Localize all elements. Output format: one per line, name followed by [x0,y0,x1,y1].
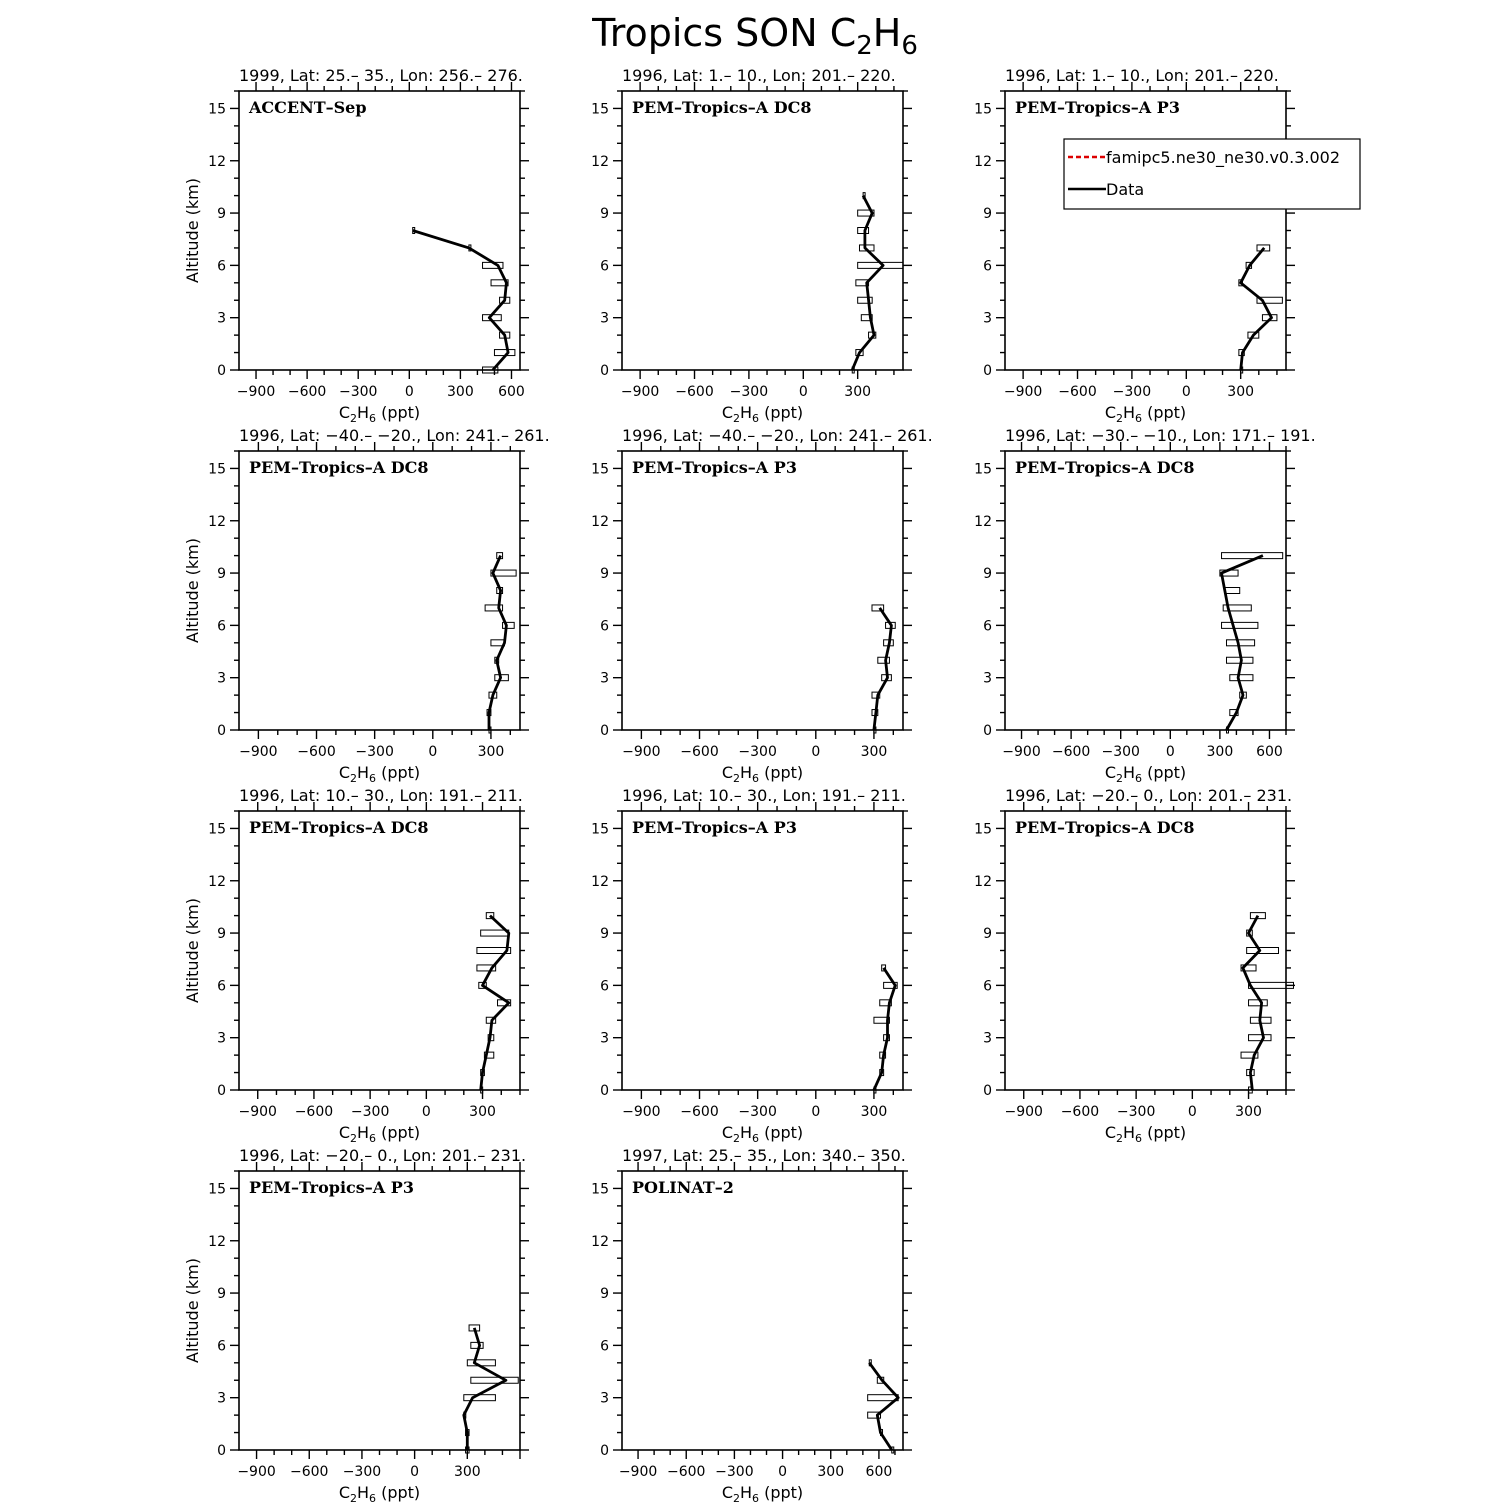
campaign-label: PEM–Tropics–A DC8 [632,98,812,117]
y-axis-label: Altitude (km) [183,898,202,1003]
x-tick-label: −900 [238,1104,277,1120]
panel [591,786,912,1145]
y-tick-label: 0 [600,363,609,379]
x-tick-label: 300 [447,384,474,400]
panel [591,66,912,425]
panel-title: 1996, Lat: 1.– 10., Lon: 201.– 220. [1005,66,1279,85]
plot-frame [239,451,520,730]
x-tick-label: −300 [1112,384,1152,400]
plot-frame [239,1171,520,1450]
panel [183,426,550,785]
y-tick-label: 0 [600,1443,609,1459]
plot-frame [1005,811,1286,1090]
campaign-label: PEM–Tropics–A DC8 [1015,818,1195,837]
y-tick-label: 15 [974,101,992,118]
y-tick-label: 12 [974,153,992,170]
x-tick-label: −600 [1051,744,1091,760]
data-line [874,608,892,730]
x-tick-label: −900 [622,1104,661,1120]
x-tick-label: −900 [618,1464,658,1480]
x-tick-label: 0 [1181,384,1191,400]
x-tick-label: −900 [239,744,278,760]
x-tick-label: −900 [1004,1104,1043,1120]
data-line [874,968,895,1090]
y-tick-label: 3 [600,670,609,687]
campaign-label: PEM–Tropics–A DC8 [249,458,429,477]
data-line [413,231,508,371]
x-tick-label: 600 [1256,744,1283,760]
y-tick-label: 6 [600,978,609,995]
y-tick-label: 0 [600,723,609,739]
x-tick-label: −900 [622,744,661,760]
data-line [1243,916,1264,1090]
y-tick-label: 0 [600,1083,609,1099]
panel-title: 1996, Lat: −30.– −10., Lon: 171.– 191. [1005,426,1316,445]
y-tick-label: 3 [217,670,226,687]
y-tick-label: 12 [591,1233,609,1250]
plot-frame [1005,91,1286,370]
data-line [464,1328,506,1450]
y-tick-label: 9 [983,566,992,583]
campaign-label: PEM–Tropics–A P3 [632,458,797,477]
x-tick-label: 300 [860,744,888,760]
panel-title: 1996, Lat: −40.– −20., Lon: 241.– 261. [239,426,550,445]
data-range-bar [1230,675,1253,681]
panel [183,1146,529,1505]
panel-title: 1996, Lat: 1.– 10., Lon: 201.– 220. [622,66,896,85]
data-range-bar [1247,948,1279,954]
x-tick-label: −600 [294,1104,334,1120]
x-tick-label: 300 [477,744,505,760]
campaign-label: ACCENT–Sep [249,98,367,117]
x-tick-label: 0 [811,1104,821,1120]
data-line [489,556,506,730]
y-tick-label: 0 [983,723,992,739]
x-tick-label: 300 [453,1464,481,1480]
data-line [852,196,883,370]
x-tick-label: 300 [469,1104,496,1120]
x-axis-label: $C_2H_6$ (ppt) [338,1483,421,1505]
y-tick-label: 12 [591,513,609,530]
x-tick-label: 0 [410,1464,420,1480]
x-axis-label: $C_2H_6$ (ppt) [1104,763,1187,785]
y-tick-label: 0 [217,1083,226,1099]
x-tick-label: 300 [1235,1104,1262,1120]
y-tick-label: 9 [600,926,609,943]
x-tick-label: −600 [680,1104,719,1120]
data-range-bar [1222,622,1258,628]
x-tick-label: −300 [350,1104,390,1120]
x-tick-label: 0 [798,384,808,400]
y-tick-label: 6 [983,978,992,995]
x-tick-label: −900 [236,384,276,400]
data-line [869,1363,898,1450]
y-tick-label: 3 [217,1390,226,1407]
x-tick-label: −300 [355,744,394,760]
x-tick-label: −300 [715,1464,754,1480]
x-tick-label: −600 [667,1464,706,1480]
legend-data-label: Data [1106,180,1145,199]
panel [974,786,1295,1145]
y-axis-label: Altitude (km) [183,538,202,643]
x-tick-label: −300 [1116,1104,1156,1120]
data-range-bar [878,657,890,663]
y-tick-label: 3 [600,1390,609,1407]
y-tick-label: 9 [983,926,992,943]
y-tick-label: 6 [600,1338,609,1355]
y-tick-label: 9 [217,206,226,223]
x-axis-label: $C_2H_6$ (ppt) [721,403,804,425]
x-tick-label: −600 [287,384,327,400]
campaign-label: PEM–Tropics–A P3 [249,1178,414,1197]
y-tick-label: 3 [217,1030,226,1047]
data-range-bar [467,1360,495,1366]
x-axis-label: $C_2H_6$ (ppt) [721,763,804,785]
panel-title: 1996, Lat: −20.– 0., Lon: 201.– 231. [1005,786,1293,805]
data-range-bar [471,1377,518,1383]
panel-title: 1996, Lat: −20.– 0., Lon: 201.– 231. [239,1146,527,1165]
y-tick-label: 12 [591,873,609,890]
data-range-bar [1249,1035,1271,1041]
y-tick-label: 6 [600,258,609,275]
panel [591,1146,912,1505]
y-tick-label: 6 [217,618,226,635]
y-tick-label: 9 [217,1286,226,1303]
legend-model-label: famipc5.ne30_ne30.v0.3.002 [1106,148,1340,167]
plot-frame [622,451,903,730]
y-tick-label: 12 [591,153,609,170]
y-tick-label: 3 [600,310,609,327]
x-axis-label: $C_2H_6$ (ppt) [338,403,421,425]
panel [974,66,1295,425]
x-tick-label: 300 [1206,744,1234,760]
plot-frame [622,91,903,370]
panel-title: 1997, Lat: 25.– 35., Lon: 340.– 350. [622,1146,906,1165]
x-tick-label: −600 [675,384,714,400]
plot-frame [239,91,520,370]
y-tick-label: 15 [208,1181,226,1198]
y-tick-label: 15 [591,461,609,478]
y-tick-label: 3 [217,310,226,327]
x-tick-label: −300 [738,1104,777,1120]
x-tick-label: −900 [1002,744,1041,760]
y-tick-label: 6 [217,258,226,275]
y-tick-label: 12 [974,873,992,890]
y-tick-label: 0 [217,1443,226,1459]
data-range-bar [1225,588,1240,594]
x-tick-label: −600 [1060,1104,1100,1120]
x-axis-label: $C_2H_6$ (ppt) [1104,1123,1187,1145]
x-tick-label: −300 [1101,744,1140,760]
y-tick-label: 3 [983,1030,992,1047]
x-tick-label: 0 [811,744,821,760]
x-tick-label: 300 [1227,384,1255,400]
x-tick-label: −600 [290,1464,329,1480]
y-axis-label: Altitude (km) [183,1258,202,1363]
y-tick-label: 15 [208,461,226,478]
panel-title: 1999, Lat: 25.– 35., Lon: 256.– 276. [239,66,523,85]
x-tick-label: −900 [1003,384,1043,400]
panel [183,66,529,425]
x-tick-label: −900 [237,1464,276,1480]
y-axis-label: Altitude (km) [183,178,202,283]
x-tick-label: 300 [844,384,872,400]
x-tick-label: 300 [817,1464,845,1480]
y-tick-label: 15 [974,821,992,838]
data-range-bar [1222,553,1283,559]
x-axis-label: $C_2H_6$ (ppt) [338,1123,421,1145]
y-tick-label: 3 [600,1030,609,1047]
x-tick-label: 0 [1165,744,1175,760]
y-tick-label: 15 [591,1181,609,1198]
y-tick-label: 3 [983,670,992,687]
y-tick-label: 6 [217,1338,226,1355]
x-tick-label: −300 [338,384,378,400]
data-range-bar [1226,640,1254,646]
y-tick-label: 9 [600,1286,609,1303]
x-tick-label: −300 [342,1464,382,1480]
x-tick-label: 0 [428,744,438,760]
y-tick-label: 12 [208,153,226,170]
data-range-bar [1249,1000,1268,1006]
x-axis-label: $C_2H_6$ (ppt) [721,1483,804,1505]
panel-title: 1996, Lat: −40.– −20., Lon: 241.– 261. [622,426,933,445]
y-tick-label: 6 [217,978,226,995]
panel [183,786,529,1145]
panel [591,426,933,785]
y-tick-label: 15 [208,101,226,118]
panel [974,426,1316,785]
y-tick-label: 12 [208,873,226,890]
x-tick-label: −600 [680,744,719,760]
x-tick-label: 0 [778,1464,788,1480]
x-tick-label: 0 [421,1104,431,1120]
y-tick-label: 6 [983,258,992,275]
campaign-label: PEM–Tropics–A P3 [1015,98,1180,117]
x-tick-label: −900 [620,384,660,400]
y-tick-label: 0 [983,363,992,379]
x-tick-label: 0 [1187,1104,1197,1120]
x-tick-label: −600 [1058,384,1097,400]
y-tick-label: 6 [983,618,992,635]
x-tick-label: 600 [498,384,525,400]
campaign-label: PEM–Tropics–A DC8 [1015,458,1195,477]
data-line [1222,556,1263,730]
x-tick-label: −300 [738,744,777,760]
x-axis-label: $C_2H_6$ (ppt) [338,763,421,785]
y-tick-label: 9 [217,566,226,583]
y-tick-label: 9 [217,926,226,943]
y-tick-label: 12 [208,513,226,530]
figure-title: Tropics SON $C_2H_6$ [592,11,918,61]
legend [1064,139,1360,209]
y-tick-label: 15 [591,101,609,118]
x-tick-label: −300 [729,384,769,400]
data-line [1241,248,1272,370]
y-tick-label: 0 [217,363,226,379]
y-tick-label: 0 [217,723,226,739]
y-tick-label: 9 [983,206,992,223]
campaign-label: PEM–Tropics–A DC8 [249,818,429,837]
plot-frame [622,811,903,1090]
y-tick-label: 3 [983,310,992,327]
y-tick-label: 6 [600,618,609,635]
x-tick-label: 600 [865,1464,893,1480]
data-range-bar [471,1342,483,1348]
panel-title: 1996, Lat: 10.– 30., Lon: 191.– 211. [239,786,523,805]
y-tick-label: 15 [208,821,226,838]
y-tick-label: 15 [974,461,992,478]
panel-title: 1996, Lat: 10.– 30., Lon: 191.– 211. [622,786,906,805]
campaign-label: POLINAT–2 [632,1178,734,1197]
y-tick-label: 15 [591,821,609,838]
x-tick-label: 300 [860,1104,888,1120]
plot-frame [1005,451,1286,730]
plot-frame [239,811,520,1090]
panels [183,66,1316,1505]
x-axis-label: $C_2H_6$ (ppt) [1104,403,1187,425]
plot-frame [622,1171,903,1450]
y-tick-label: 9 [600,566,609,583]
data-line [481,916,509,1090]
y-tick-label: 9 [600,206,609,223]
campaign-label: PEM–Tropics–A P3 [632,818,797,837]
x-tick-label: −600 [297,744,336,760]
x-tick-label: 0 [404,384,414,400]
y-tick-label: 12 [974,513,992,530]
x-axis-label: $C_2H_6$ (ppt) [721,1123,804,1145]
y-tick-label: 0 [983,1083,992,1099]
y-tick-label: 12 [208,1233,226,1250]
